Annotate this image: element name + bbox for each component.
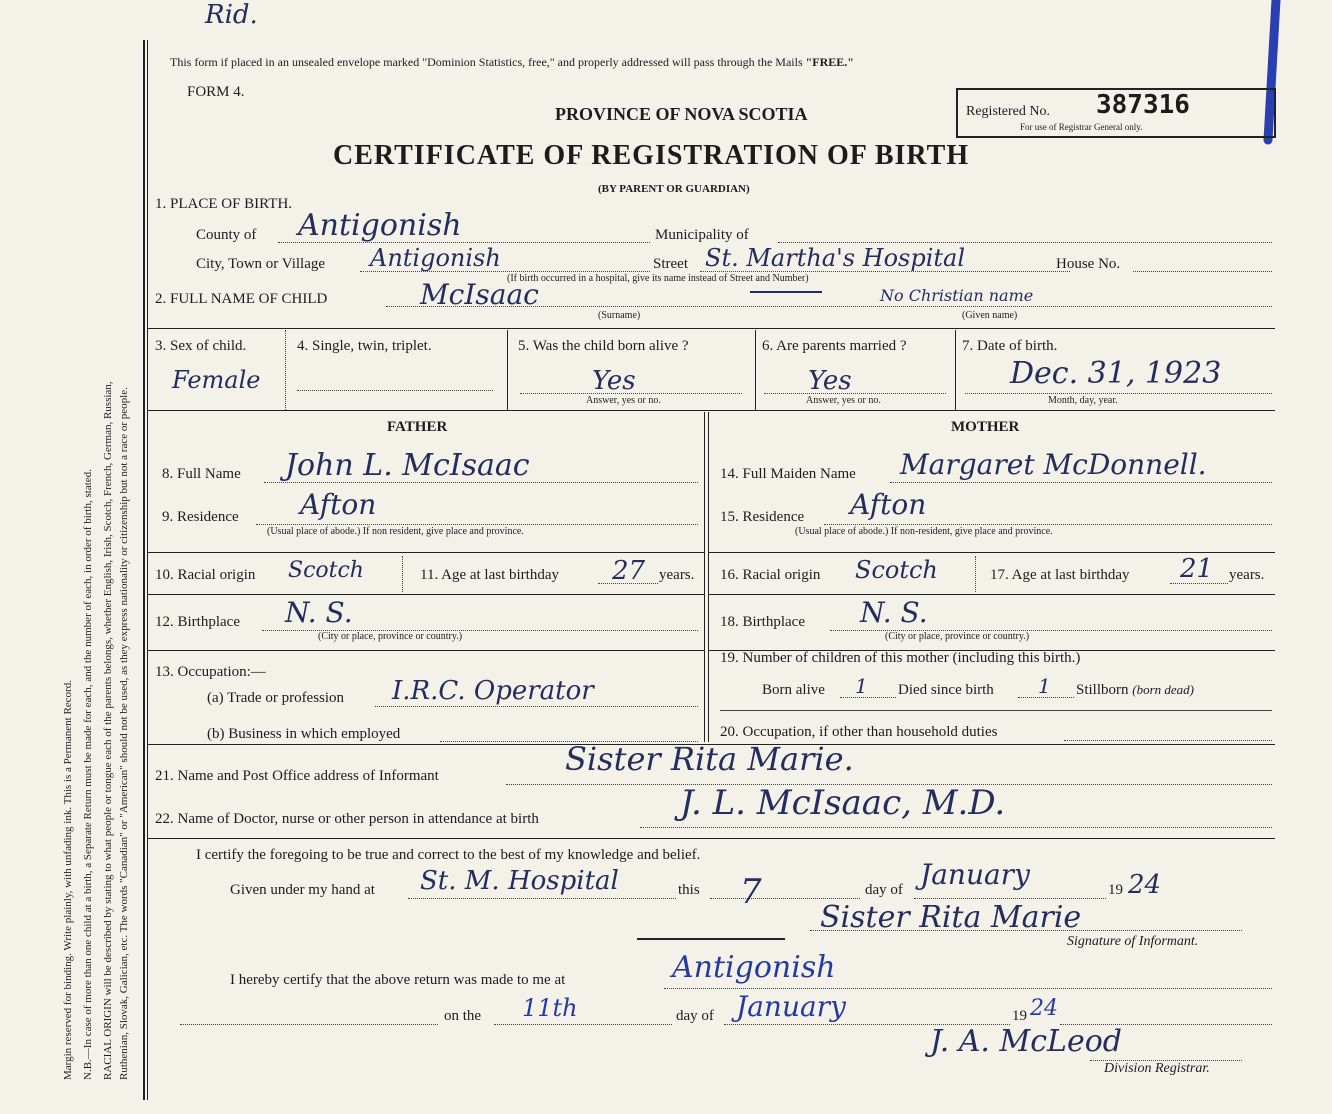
father-years: years. [659,567,695,583]
father-racial-value: Scotch [288,558,364,583]
mother-age-value: 21 [1180,554,1214,584]
city-value: Antigonish [370,244,501,272]
children-label: 19. Number of children of this mother (including this birth.) [720,650,1081,666]
municipality-label: Municipality of [655,227,749,243]
sex-value: Female [172,366,261,394]
date-of-birth-label: 7. Date of birth. [962,338,1058,354]
mother-heading: MOTHER [951,419,1020,435]
margin-rule [143,40,145,1100]
mother-residence-value: Afton [850,488,927,521]
father-residence-value: Afton [300,488,377,521]
child-surname: McIsaac [420,278,539,311]
surname-note: (Surname) [598,310,641,321]
registrar-year-prefix: 19 [1012,1008,1027,1024]
mother-birthplace-note: (City or place, province or country.) [885,631,1030,642]
divider-1 [147,328,1275,329]
form-number: FORM 4. [187,84,245,100]
margin-note-2: N.B.—In case of more than one child at a birth, a Separate Return must be made for each, and the number of each, in order of birth, stated. [82,469,94,1080]
divider-4 [147,838,1275,839]
mother-racial-value: Scotch [855,556,938,584]
certify-day: 7 [740,872,762,912]
parents-married-label: 6. Are parents married ? [762,338,907,354]
certify-text: I certify the foregoing to be true and correct to the best of my knowledge and belief. [196,847,701,863]
doctor-value: J. L. McIsaac, M.D. [680,783,1006,823]
child-name-label: 2. FULL NAME OF CHILD [155,291,328,307]
occupation-label: 13. Occupation:— [155,664,266,680]
subtitle: (BY PARENT OR GUARDIAN) [598,183,750,195]
born-alive-label: 5. Was the child born alive ? [518,338,689,354]
registrar-label: Division Registrar. [1104,1061,1210,1076]
on-the-label: on the [444,1008,482,1024]
mother-racial-label: 16. Racial origin [720,567,821,583]
informant-label: 21. Name and Post Office address of Informant [155,768,439,784]
margin-rule-inner [147,40,148,1100]
parents-married-value: Yes [808,366,852,396]
mother-residence-note: (Usual place of abode.) If non-resident, give place and province. [795,526,1053,537]
registrar-signature: J. A. McLeod [930,1024,1122,1059]
dash-mark [750,291,822,293]
mother-birthplace-label: 18. Birthplace [720,614,805,630]
father-name-value: John L. McIsaac [285,448,530,483]
father-residence-label: 9. Residence [162,509,239,525]
father-residence-note: (Usual place of abode.) If non resident, give place and province. [267,526,524,537]
mother-name-label: 14. Full Maiden Name [720,466,856,482]
father-age-label: 11. Age at last birthday [420,567,559,583]
margin-note-1: Margin reserved for binding. Write plainly, with unfading ink. This is a Permanent Record. [62,680,74,1080]
single-twin-label: 4. Single, twin, triplet. [297,338,432,354]
died-count: 1 [1038,674,1051,698]
father-age-value: 27 [612,556,646,586]
certify-dayof-label: day of [865,882,903,898]
certify-year-prefix: 19 [1108,882,1123,898]
parents-married-note: Answer, yes or no. [806,395,881,406]
stillborn-label: Stillborn (born dead) [1076,682,1195,698]
margin-note-4: Ruthenian, Slovak, Galician, etc. The words "Canadian" or "American" should not be used, as they express nationality or citizenship but not a race or people. [118,387,130,1080]
this-label: this [678,882,700,898]
divider-2 [147,410,1275,411]
registrar-certify-text: I hereby certify that the above return was made to me at [230,972,566,988]
house-label: House No. [1056,256,1121,272]
father-name-label: 8. Full Name [162,466,241,482]
province-title: PROVINCE OF NOVA SCOTIA [555,104,808,124]
died-label: Died since birth [898,682,994,698]
sex-label: 3. Sex of child. [155,338,247,354]
father-heading: FATHER [387,419,448,435]
registrar-day: 11th [522,994,578,1022]
informant-signature: Sister Rita Marie [820,900,1082,935]
street-label: Street [653,256,688,272]
county-label: County of [196,227,257,243]
mother-years: years. [1229,567,1265,583]
informant-value: Sister Rita Marie. [565,740,854,778]
born-alive-count: 1 [855,674,868,698]
born-alive-count-label: Born alive [762,682,825,698]
registered-note: For use of Registrar General only. [1020,122,1143,132]
mother-age-label: 17. Age at last birthday [990,567,1130,583]
certify-year: 24 [1128,870,1162,900]
born-alive-value: Yes [592,366,636,396]
margin-note-3: RACIAL ORIGIN will be described by stating to what people or tongue each of the parents belongs, whether English, Irish, Scotch, French, German, Russian, [102,381,114,1080]
doctor-label: 22. Name of Doctor, nurse or other person in attendance at birth [155,811,539,827]
trade-label: (a) Trade or profession [207,690,345,706]
date-of-birth-note: Month, day, year. [1048,395,1118,406]
business-label: (b) Business in which employed [207,726,401,742]
street-value: St. Martha's Hospital [705,244,966,272]
mother-birthplace-value: N. S. [860,596,928,629]
date-of-birth-value: Dec. 31, 1923 [1010,356,1222,391]
father-birthplace-value: N. S. [285,596,353,629]
registered-label: Registered No. [966,104,1050,119]
registrar-dayof-label: day of [676,1008,714,1024]
registered-number: 387316 [1096,90,1190,120]
hospital-note: (If birth occurred in a hospital, give its name instead of Street and Number) [507,273,809,284]
top-note: This form if placed in an unsealed envelope marked "Dominion Statistics, free," and properly addressed will pass through the Mails "FREE." [170,55,854,69]
mother-residence-label: 15. Residence [720,509,805,525]
born-alive-note: Answer, yes or no. [586,395,661,406]
registrar-month: January [736,990,846,1023]
registered-box [956,88,1276,138]
place-heading: 1. PLACE OF BIRTH. [155,196,293,212]
given-name-note: (Given name) [962,310,1018,321]
informant-signature-label: Signature of Informant. [1067,934,1199,949]
father-birthplace-label: 12. Birthplace [155,614,240,630]
trade-value: I.R.C. Operator [392,676,594,706]
father-birthplace-note: (City or place, province or country.) [318,631,463,642]
given-under-label: Given under my hand at [230,882,375,898]
county-value: Antigonish [298,208,462,243]
child-given-name: No Christian name [880,286,1034,305]
city-label: City, Town or Village [196,256,326,272]
mother-occupation-label: 20. Occupation, if other than household duties [720,724,998,740]
corner-mark: Rid. [205,0,258,30]
registrar-place: Antigonish [672,950,836,985]
father-racial-label: 10. Racial origin [155,567,256,583]
registrar-year: 24 [1030,996,1058,1021]
page-title: CERTIFICATE OF REGISTRATION OF BIRTH [333,140,970,171]
certify-month: January [920,858,1030,891]
mother-name-value: Margaret McDonnell. [900,448,1207,481]
given-at-value: St. M. Hospital [420,866,619,896]
